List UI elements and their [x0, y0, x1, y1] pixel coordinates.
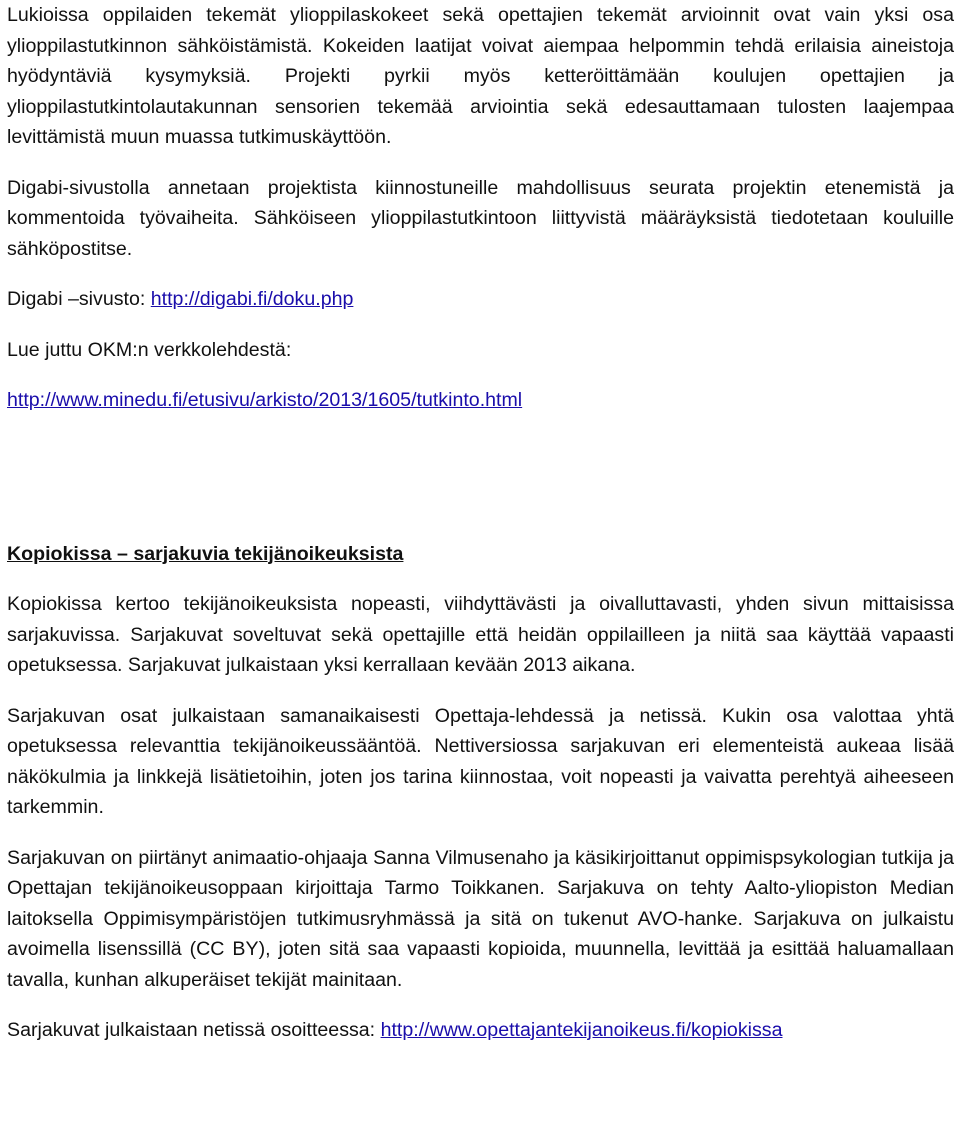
- digabi-paragraph: Digabi-sivustolla annetaan projektista kiinnostuneille mahdollisuus seurata projektin etenemistä ja kommentoida työvaiheita. Sähköiseen ylioppilastutkintoon liittyvistä määräyksistä tiedotetaan kouluille sähköpostitse.: [7, 176, 954, 260]
- kopiokissa-paragraph-1: Kopiokissa kertoo tekijänoikeuksista nopeasti, viihdyttävästi ja oivalluttavasti, yhden sivun mittaisissa sarjakuvissa. Sarjakuvat soveltuvat sekä opettajille että heidän oppilailleen ja niitä saa käyttää vapaasti opetuksessa. Sarjakuvat julkaistaan yksi kerrallaan kevään 2013 aikana.: [7, 593, 954, 676]
- kopiokissa-paragraph-3: Sarjakuvan on piirtänyt animaatio-ohjaaja Sanna Vilmusenaho ja käsikirjoittanut oppimispsykologian tutkija ja Opettajan tekijänoikeusoppaan kirjoittaja Tarmo Toikkanen. Sarjakuva on tehty Aalto-yliopiston Median laitoksella Oppimisympäristöjen tutkimusryhmässä ja sitä on tukenut AVO-hanke. Sarjakuva on julkaistu avoimella lisenssillä (CC BY), joten sitä saa vapaasti kopioida, muunnella, levittää ja esittää haluamallaan tavalla, kunhan alkuperäiset tekijät mainitaan.: [7, 846, 954, 991]
- publish-link[interactable]: http://www.opettajantekijanoikeus.fi/kopiokissa: [380, 1019, 783, 1041]
- digabi-link[interactable]: http://digabi.fi/doku.php: [150, 288, 354, 310]
- digabi-site-line: [7, 284, 954, 315]
- digabi-label: Digabi –sivusto:: [7, 288, 151, 310]
- okm-label: Lue juttu OKM:n verkkolehdestä:: [7, 338, 292, 361]
- publish-line: [7, 1015, 954, 1046]
- publish-label: Sarjakuvat julkaistaan netissä osoitteessa:: [7, 1019, 381, 1041]
- kopiokissa-paragraph-2: Sarjakuvan osat julkaistaan samanaikaisesti Opettaja-lehdessä ja netissä. Kukin osa valottaa yhtä opetuksessa relevanttia tekijänoikeussääntöä. Nettiversiossa sarjakuvan eri elementeistä aukeaa lisää näkökulmia ja linkkejä lisätietoihin, joten jos tarina kiinnostaa, voit nopeasti ja vaivatta perehtyä aiheeseen tarkemmin.: [7, 704, 954, 818]
- okm-link[interactable]: http://www.minedu.fi/etusivu/arkisto/2013/1605/tutkinto.html: [7, 389, 523, 411]
- section-heading: Kopiokissa – sarjakuvia tekijänoikeuksista: [7, 542, 404, 565]
- intro-paragraph: Lukioissa oppilaiden tekemät ylioppilaskokeet sekä opettajien tekemät arvioinnit ovat vain yksi osa ylioppilastutkinnon sähköistämistä. Kokeiden laatijat voivat aiempaa helpommin tehdä erilaisia aineistoja hyödyntäviä kysymyksiä. Projekti pyrkii myös ketteröittämään koulujen opettajien ja ylioppilastutkintolautakunnan sensorien tekemää arviointia sekä edesauttamaan tulosten laajempaa levittämistä muun muassa tutkimuskäyttöön.: [7, 4, 954, 148]
- okm-link-line: [7, 385, 954, 416]
